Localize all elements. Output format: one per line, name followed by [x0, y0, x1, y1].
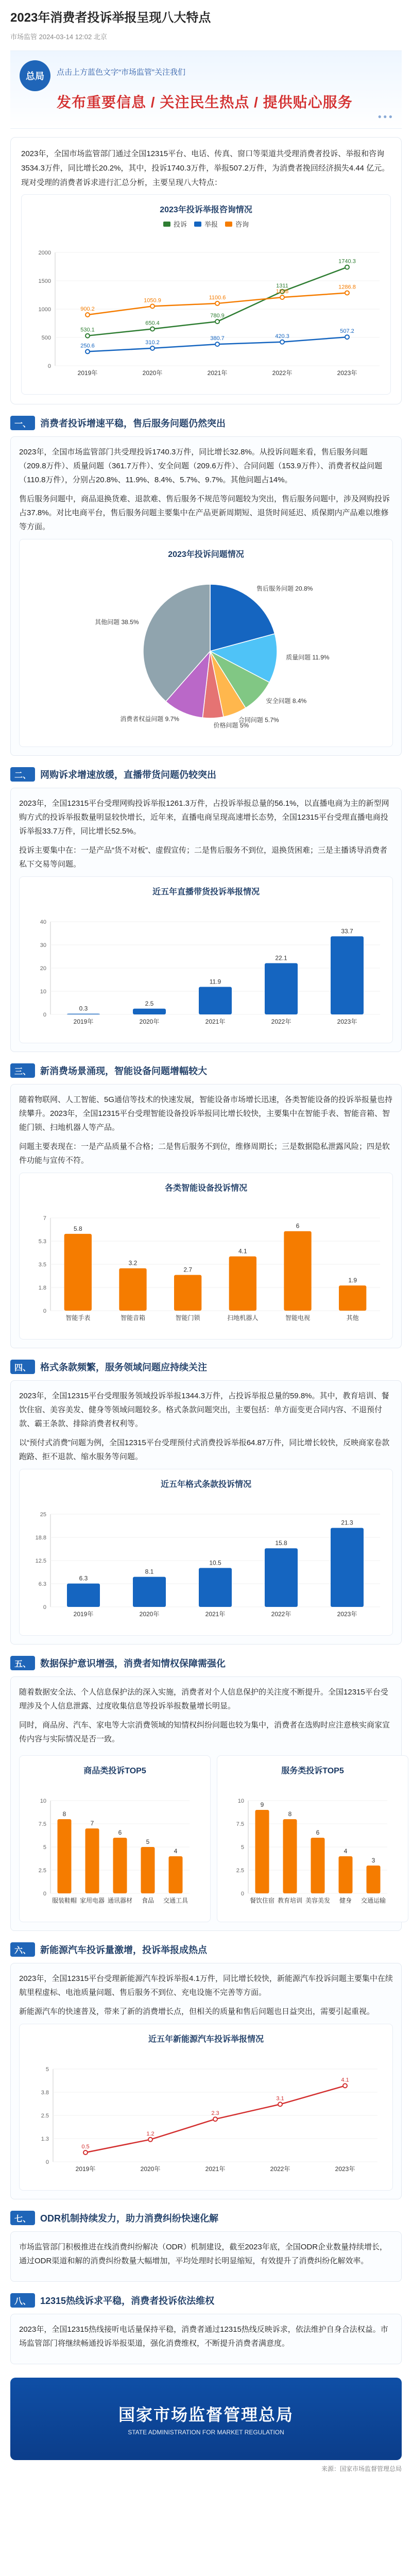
section-number: 六、	[10, 1942, 35, 1957]
section-head	[10, 1063, 402, 1078]
y-tick-label: 0	[45, 2159, 49, 2165]
bar	[331, 1528, 364, 1607]
y-tick-label: 0	[43, 1891, 46, 1897]
point-value-label: 1311	[276, 282, 288, 289]
series-point	[85, 334, 90, 338]
bar-value-label: 2.7	[183, 1266, 193, 1274]
series-point	[85, 349, 90, 353]
series-point	[213, 2117, 217, 2121]
point-value-label: 1740.3	[338, 258, 356, 265]
main-content	[10, 137, 402, 2364]
article-title: 2023年消费者投诉举报呈现八大特点	[10, 11, 211, 25]
point-value-label: 420.3	[275, 333, 289, 340]
section-paragraph: 投诉主要集中在：一是产品“货不对板”、虚假宣传；二是售后服务不到位，退换货困难；三是主播诱导消费者私下交易等问题。	[19, 846, 387, 869]
section-paragraph: 随着数据安全法、个人信息保护法的深入实施，消费者对个人信息保护的关注度不断提升。全国12315平台受理涉及个人信息泄露、过度收集信息等投诉举报数量增长明显。	[19, 1688, 388, 1710]
section-7	[10, 2211, 402, 2282]
bar-chart-5	[25, 1780, 205, 1914]
x-tick-label: 健身	[339, 1897, 352, 1904]
chart-box-7	[19, 2024, 393, 2191]
x-tick-label: 2020年	[139, 1611, 160, 1618]
x-tick-label: 交通运输	[360, 1897, 386, 1904]
pie-label: 消费者权益问题 9.7%	[120, 715, 179, 723]
chart-title: 商品类投诉TOP5	[83, 1767, 146, 1775]
y-tick-label: 3.8	[41, 2090, 49, 2096]
section-title: 格式条款频繁，服务领域问题应持续关注	[40, 1362, 208, 1372]
x-tick-label: 食品	[141, 1897, 154, 1904]
point-value-label: 1100.6	[209, 294, 226, 301]
series-point	[150, 304, 154, 308]
point-value-label: 1286.8	[338, 284, 356, 291]
section-5	[10, 1656, 402, 1931]
y-tick-label: 6.3	[38, 1581, 46, 1587]
section-number: 八、	[10, 2293, 35, 2308]
banner-dots: ● ● ●	[377, 113, 392, 120]
bar	[199, 1568, 232, 1607]
section-3	[10, 1063, 402, 1348]
x-tick-label: 2023年	[337, 1018, 357, 1025]
section-paragraph: 问题主要表现在：一是产品质量不合格；二是售后服务不到位，维修周期长；三是数据隐私泄露风险；四是软件功能与宣传不符。	[19, 1142, 390, 1165]
bar-value-label: 8	[288, 1810, 292, 1818]
y-tick-label: 1.3	[41, 2136, 49, 2142]
bar-value-label: 33.7	[341, 927, 353, 935]
pie-label: 合同问题 5.7%	[238, 716, 279, 724]
y-tick-label: 10	[237, 1798, 244, 1804]
point-value-label: 780.9	[210, 313, 225, 319]
bar	[141, 1847, 155, 1893]
bar-value-label: 4.1	[238, 1247, 247, 1255]
legend-item	[163, 219, 187, 229]
y-tick-label: 0	[47, 363, 51, 369]
y-tick-label: 7	[43, 1215, 46, 1222]
section-number: 七、	[10, 2211, 35, 2225]
bar	[85, 1828, 99, 1893]
y-tick-label: 0	[241, 1891, 244, 1897]
y-tick-label: 10	[40, 1798, 46, 1804]
y-tick-label: 5	[241, 1844, 244, 1851]
section-number: 三、	[10, 1063, 35, 1078]
x-tick-label: 2019年	[77, 369, 98, 377]
section-number: 二、	[10, 767, 35, 782]
pie-chart-1	[25, 564, 396, 739]
point-value-label: 1208	[276, 289, 289, 295]
legend-label: 举报	[204, 221, 218, 228]
hero-banner	[10, 50, 402, 129]
footer-org-en: STATE ADMINISTRATION FOR MARKET REGULATION	[128, 2429, 284, 2436]
section-body	[10, 1676, 402, 1931]
y-tick-label: 12.5	[35, 1558, 46, 1564]
x-tick-label: 智能音箱	[120, 1314, 146, 1321]
x-tick-label: 2021年	[207, 369, 228, 377]
y-tick-label: 25	[40, 1512, 46, 1518]
section-number: 一、	[10, 416, 35, 430]
y-tick-label: 2000	[38, 250, 51, 256]
pie-label: 价格问题 5%	[213, 721, 249, 729]
y-tick-label: 5.3	[38, 1239, 46, 1245]
y-tick-label: 3.5	[38, 1262, 46, 1268]
bar-value-label: 21.3	[341, 1519, 353, 1527]
bar	[133, 1577, 166, 1607]
bar	[64, 1234, 92, 1311]
bar	[311, 1838, 325, 1893]
chart-box-6	[217, 1755, 408, 1922]
banner-subtitle[interactable]: 点击上方蓝色文字“市场监管”关注我们	[57, 68, 185, 77]
chart-box-0	[21, 194, 391, 395]
point-value-label: 900.2	[80, 306, 95, 312]
y-tick-label: 5	[43, 1844, 46, 1851]
section-paragraph: 随着物联网、人工智能、5G通信等技术的快速发展，智能设备市场增长迅速，各类智能设备的投诉举报量也持续攀升。2023年，全国12315平台受理智能设备投诉举报同比增长较快，主要集中在智能手表、智能音箱、智能门锁、扫地机器人等产品。	[19, 1095, 393, 1132]
bar	[284, 1231, 311, 1311]
x-tick-label: 智能手表	[65, 1314, 91, 1321]
section-paragraph: 2023年，全国12315平台受理服务领域投诉举报1344.3万件，占投诉举报总量的59.8%。其中，教育培训、餐饮住宿、美容美发、健身等领域问题较多。格式条款问题突出，主要包括：单方面变更合同内容、不退预付款、霸王条款、排除消费者权利等。	[19, 1392, 389, 1428]
bar-value-label: 15.8	[275, 1539, 287, 1547]
bar-value-label: 6	[118, 1829, 122, 1836]
bar-chart-3	[25, 1197, 396, 1331]
y-tick-label: 20	[40, 965, 46, 972]
section-paragraph: 2023年，全国12315热线接听电话量保持平稳，消费者通过12315热线反映诉求，依法维护自身合法权益。市场监管部门将继续畅通投诉举报渠道，强化消费维权，不断提升消费者满意度。	[19, 2325, 388, 2348]
legend-label: 咨询	[235, 221, 249, 228]
bar-value-label: 2.5	[145, 999, 154, 1007]
x-tick-label: 家用电器	[79, 1897, 105, 1904]
bar-value-label: 5.8	[73, 1225, 82, 1232]
section-number: 五、	[10, 1656, 35, 1670]
x-tick-label: 教育培训	[277, 1897, 303, 1904]
section-title: 12315热线诉求平稳，消费者投诉依法维权	[40, 2296, 215, 2306]
chart-box-5	[19, 1755, 211, 1922]
bar-chart-4	[25, 1494, 396, 1628]
bar	[331, 936, 364, 1014]
chart-title: 近五年新能源汽车投诉举报情况	[148, 2035, 264, 2044]
section-head	[10, 416, 402, 430]
bar	[199, 987, 232, 1014]
section-paragraph: 售后服务问题中，商品退换货难、退款难、售后服务不规范等问题较为突出，售后服务问题中，涉及网购投诉占37.8%。对比电商平台，售后服务问题主要集中在产品更新周期短、退货时间延迟、质保期内产品难以维修等方面。	[19, 495, 390, 531]
legend-swatch	[194, 222, 201, 227]
x-tick-label: 2019年	[73, 1018, 94, 1025]
chart-box-3	[19, 1173, 393, 1340]
chart-legend	[27, 219, 385, 229]
legend-label: 投诉	[173, 221, 187, 228]
section-body	[10, 788, 402, 1052]
section-6	[10, 1942, 402, 2199]
bar-value-label: 4	[174, 1848, 178, 1855]
x-tick-label: 智能电视	[285, 1314, 311, 1321]
x-tick-label: 2020年	[140, 2165, 161, 2173]
legend-item	[194, 219, 218, 229]
point-value-label: 380.7	[210, 335, 225, 342]
x-tick-label: 智能门锁	[175, 1314, 200, 1321]
section-head	[10, 2211, 402, 2225]
x-tick-label: 2021年	[205, 1611, 226, 1618]
section-title: 数据保护意识增强，消费者知情权保障需强化	[40, 1658, 226, 1669]
y-tick-label: 18.8	[35, 1535, 46, 1541]
bar-chart-2	[25, 901, 396, 1035]
pie-label: 其他问题 38.5%	[95, 618, 139, 626]
pie-label: 质量问题 11.9%	[286, 654, 330, 662]
bar	[119, 1268, 146, 1311]
section-title: ODR机制持续发力，助力消费纠纷快速化解	[40, 2213, 219, 2224]
chart-title: 2023年投诉问题情况	[168, 550, 244, 559]
x-tick-label: 2023年	[335, 2165, 355, 2173]
section-paragraph: 同时，商品房、汽车、家电等大宗消费领域的知情权纠纷问题也较为集中，消费者在选购时应注意核实商家宣传内容与实际情况是否一致。	[19, 1721, 390, 1743]
bar-value-label: 6	[296, 1222, 300, 1230]
bar-chart-6	[222, 1780, 403, 1914]
y-tick-label: 2.5	[41, 2113, 49, 2119]
bar	[174, 1275, 201, 1311]
section-1	[10, 416, 402, 756]
point-value-label: 250.6	[80, 343, 95, 349]
point-value-label: 3.1	[276, 2095, 284, 2102]
legend-swatch	[225, 222, 232, 227]
y-tick-label: 0	[43, 1012, 46, 1018]
series-point	[343, 2083, 347, 2088]
bar-value-label: 10.5	[209, 1559, 221, 1567]
y-tick-label: 1500	[38, 278, 51, 284]
section-title: 新消费场景涌现，智能设备问题增幅较大	[40, 1066, 208, 1076]
bar	[339, 1856, 353, 1893]
series-point	[215, 301, 219, 306]
series-point	[215, 319, 219, 324]
bar-value-label: 11.9	[209, 978, 221, 986]
chart-title: 近五年直播带货投诉举报情况	[152, 888, 260, 896]
section-body	[10, 2231, 402, 2282]
section-4	[10, 1360, 402, 1645]
section-title: 网购诉求增速放缓，直播带货问题仍较突出	[40, 770, 217, 780]
footer-org-name: 国家市场监督管理总局	[118, 2405, 294, 2424]
point-value-label: 0.5	[81, 2144, 90, 2150]
section-paragraph: 2023年，全国12315平台受理网购投诉举报1261.3万件，占投诉举报总量的56.1%，以直播电商为主的新型网购方式的投诉举报数量明显较快增长，近年来，直播电商呈现高速增长态势，全国12315平台受理直播电商投诉举报33.7万件，同比增长52.5%。	[19, 799, 389, 836]
bar	[283, 1819, 297, 1893]
y-tick-label: 2.5	[236, 1868, 244, 1874]
section-head	[10, 1942, 402, 1957]
lead-card	[10, 137, 402, 404]
section-head	[10, 1360, 402, 1374]
x-tick-label: 2020年	[142, 369, 163, 377]
y-tick-label: 0	[43, 1308, 46, 1314]
point-value-label: 2.3	[211, 2110, 219, 2117]
logo-badge: 总局	[20, 60, 50, 91]
point-value-label: 650.4	[145, 320, 160, 327]
series-point	[345, 291, 349, 295]
section-paragraph: 2023年，全国12315平台受理新能源汽车投诉举报4.1万件，同比增长较快，新能源汽车投诉问题主要集中在续航里程虚标、电池质量问题、售后服务不到位、充电设施不完善等方面。	[19, 1974, 393, 1997]
article-source: 来源：国家市场监督管理总局	[321, 2465, 402, 2472]
x-tick-label: 2020年	[139, 1018, 160, 1025]
article-meta: 市场监管 2024-03-14 12:02 北京	[10, 33, 107, 41]
section-title: 新能源汽车投诉量激增，投诉举报成热点	[40, 1945, 208, 1955]
chart-title: 近五年格式条款投诉情况	[160, 1480, 251, 1489]
section-paragraph: 以“预付式消费”问题为例，全国12315平台受理预付式消费投诉举报64.87万件，同比增长较快，反映商家卷款跑路、拒不退款、缩水服务等问题。	[19, 1438, 390, 1461]
section-number: 四、	[10, 1360, 35, 1374]
point-value-label: 1.2	[146, 2130, 154, 2137]
x-tick-label: 2023年	[337, 1611, 357, 1618]
section-2	[10, 767, 402, 1052]
x-tick-label: 2022年	[271, 1018, 291, 1025]
y-tick-label: 7.5	[38, 1821, 46, 1827]
bar	[265, 1548, 298, 1607]
chart-title: 服务类投诉TOP5	[281, 1767, 344, 1775]
bar-value-label: 0.3	[79, 1005, 88, 1012]
section-title: 消费者投诉增速平稳，售后服务问题仍然突出	[40, 418, 226, 429]
y-tick-label: 500	[41, 335, 51, 341]
series-point	[345, 265, 349, 269]
chart-title: 2023年投诉举报咨询情况	[160, 206, 252, 214]
section-body	[10, 436, 402, 756]
x-tick-label: 2022年	[272, 369, 293, 377]
section-body	[10, 1963, 402, 2199]
lead-paragraph: 2023年，全国市场监管部门通过全国12315平台、电话、传真、窗口等渠道共受理消费者投诉、举报和咨询3534.3万件，同比增长20.2%，其中，投诉1740.3万件，举报507.2万件，为消费者挽回经济损失4.44 亿元。现对受理的消费者诉求进行汇总分析，主要呈现八大特点：	[21, 149, 390, 187]
point-value-label: 310.2	[145, 339, 160, 346]
pie-label: 安全问题 8.4%	[266, 697, 307, 705]
bar-value-label: 3.2	[128, 1259, 138, 1267]
y-tick-label: 10	[40, 989, 46, 995]
section-paragraph: 2023年，全国市场监管部门共受理投诉1740.3万件，同比增长32.8%。从投诉问题来看，售后服务问题（209.8万件）、质量问题（361.7万件）、安全问题（209.6万件）、合同问题（153.9万件）、消费者权益问题（110.8万件），分别占20.8%、11.9%、8.4%、5.7%、9.7%。其他问题占14%。	[19, 448, 383, 484]
article-header	[0, 0, 412, 50]
section-8	[10, 2293, 402, 2364]
series-point	[280, 295, 284, 299]
chart-box-1	[19, 539, 393, 747]
legend-swatch	[163, 222, 170, 227]
bar-value-label: 4	[344, 1848, 348, 1855]
y-tick-label: 30	[40, 942, 46, 948]
line-chart-0	[27, 232, 398, 386]
bar-value-label: 9	[260, 1801, 264, 1808]
y-tick-label: 1.8	[38, 1285, 46, 1291]
bar	[255, 1810, 269, 1893]
point-value-label: 4.1	[341, 2077, 349, 2083]
section-head	[10, 1656, 402, 1670]
bar	[367, 1866, 381, 1893]
point-value-label: 1050.9	[144, 297, 161, 304]
bar-value-label: 8.1	[145, 1568, 154, 1575]
y-tick-label: 7.5	[236, 1821, 244, 1827]
x-tick-label: 2022年	[270, 2165, 290, 2173]
series-point	[150, 327, 154, 331]
x-tick-label: 通讯器材	[107, 1897, 133, 1904]
chart-box-2	[19, 876, 393, 1043]
bar-value-label: 3	[371, 1857, 375, 1864]
section-paragraph: 新能源汽车的快速普及，带来了新的消费增长点，但相关的质量和售后问题也日益突出，需要引起重视。	[19, 2007, 375, 2016]
y-tick-label: 40	[40, 919, 46, 925]
bar-value-label: 22.1	[275, 954, 287, 962]
chart-title: 各类智能设备投诉情况	[164, 1184, 247, 1193]
section-head	[10, 767, 402, 782]
bar-value-label: 5	[146, 1838, 150, 1845]
pie-label: 售后服务问题 20.8%	[256, 585, 313, 592]
x-tick-label: 2021年	[205, 1018, 226, 1025]
section-body	[10, 2314, 402, 2364]
y-tick-label: 1000	[38, 307, 51, 313]
bar-value-label: 8	[62, 1810, 66, 1818]
section-body	[10, 1380, 402, 1645]
bar-value-label: 6	[316, 1829, 320, 1836]
x-tick-label: 2019年	[75, 2165, 96, 2173]
series-point	[345, 335, 349, 339]
footer-banner	[10, 2378, 402, 2460]
section-paragraph: 市场监管部门积极推进在线消费纠纷解决（ODR）机制建设，截至2023年底，全国ODR企业数量持续增长，通过ODR渠道和解的消费纠纷数量大幅增加，平均处理时长明显缩短，有效提升了消费纠纷化解效率。	[19, 2243, 388, 2265]
bar	[339, 1285, 366, 1311]
x-tick-label: 其他	[346, 1314, 359, 1321]
x-tick-label: 扫地机器人	[227, 1314, 259, 1321]
section-head	[10, 2293, 402, 2308]
bar-value-label: 7	[90, 1820, 94, 1827]
bar	[67, 1584, 100, 1607]
series-point	[85, 313, 90, 317]
two-chart-row	[19, 1751, 393, 1922]
bar	[58, 1819, 72, 1893]
series-point	[148, 2138, 152, 2142]
chart-box-4	[19, 1469, 393, 1636]
y-tick-label: 5	[45, 2066, 49, 2073]
x-tick-label: 美容美发	[305, 1897, 331, 1904]
series-point	[278, 2102, 282, 2106]
section-body	[10, 1084, 402, 1348]
bar	[265, 963, 298, 1014]
series-point	[280, 340, 284, 344]
bar-value-label: 6.3	[79, 1574, 88, 1582]
line-chart-7	[25, 2048, 396, 2182]
y-tick-label: 0	[43, 1604, 46, 1611]
series-point	[215, 342, 219, 346]
legend-item	[225, 219, 249, 229]
point-value-label: 530.1	[80, 327, 95, 333]
bar	[133, 1009, 166, 1014]
x-tick-label: 服装鞋帽	[52, 1897, 77, 1904]
x-tick-label: 餐饮住宿	[249, 1897, 275, 1904]
series-point	[83, 2150, 88, 2155]
y-tick-label: 2.5	[38, 1868, 46, 1874]
x-tick-label: 2023年	[337, 369, 357, 377]
bar	[113, 1838, 127, 1893]
bar	[229, 1257, 256, 1311]
series-point	[150, 346, 154, 350]
bar-value-label: 1.9	[348, 1277, 357, 1284]
x-tick-label: 交通工具	[163, 1897, 188, 1904]
x-tick-label: 2022年	[271, 1611, 291, 1618]
x-tick-label: 2021年	[205, 2165, 226, 2173]
banner-slogan: 发布重要信息 / 关注民生热点 / 提供贴心服务	[57, 94, 353, 110]
bar	[169, 1856, 183, 1893]
x-tick-label: 2019年	[73, 1611, 94, 1618]
point-value-label: 507.2	[340, 328, 354, 335]
